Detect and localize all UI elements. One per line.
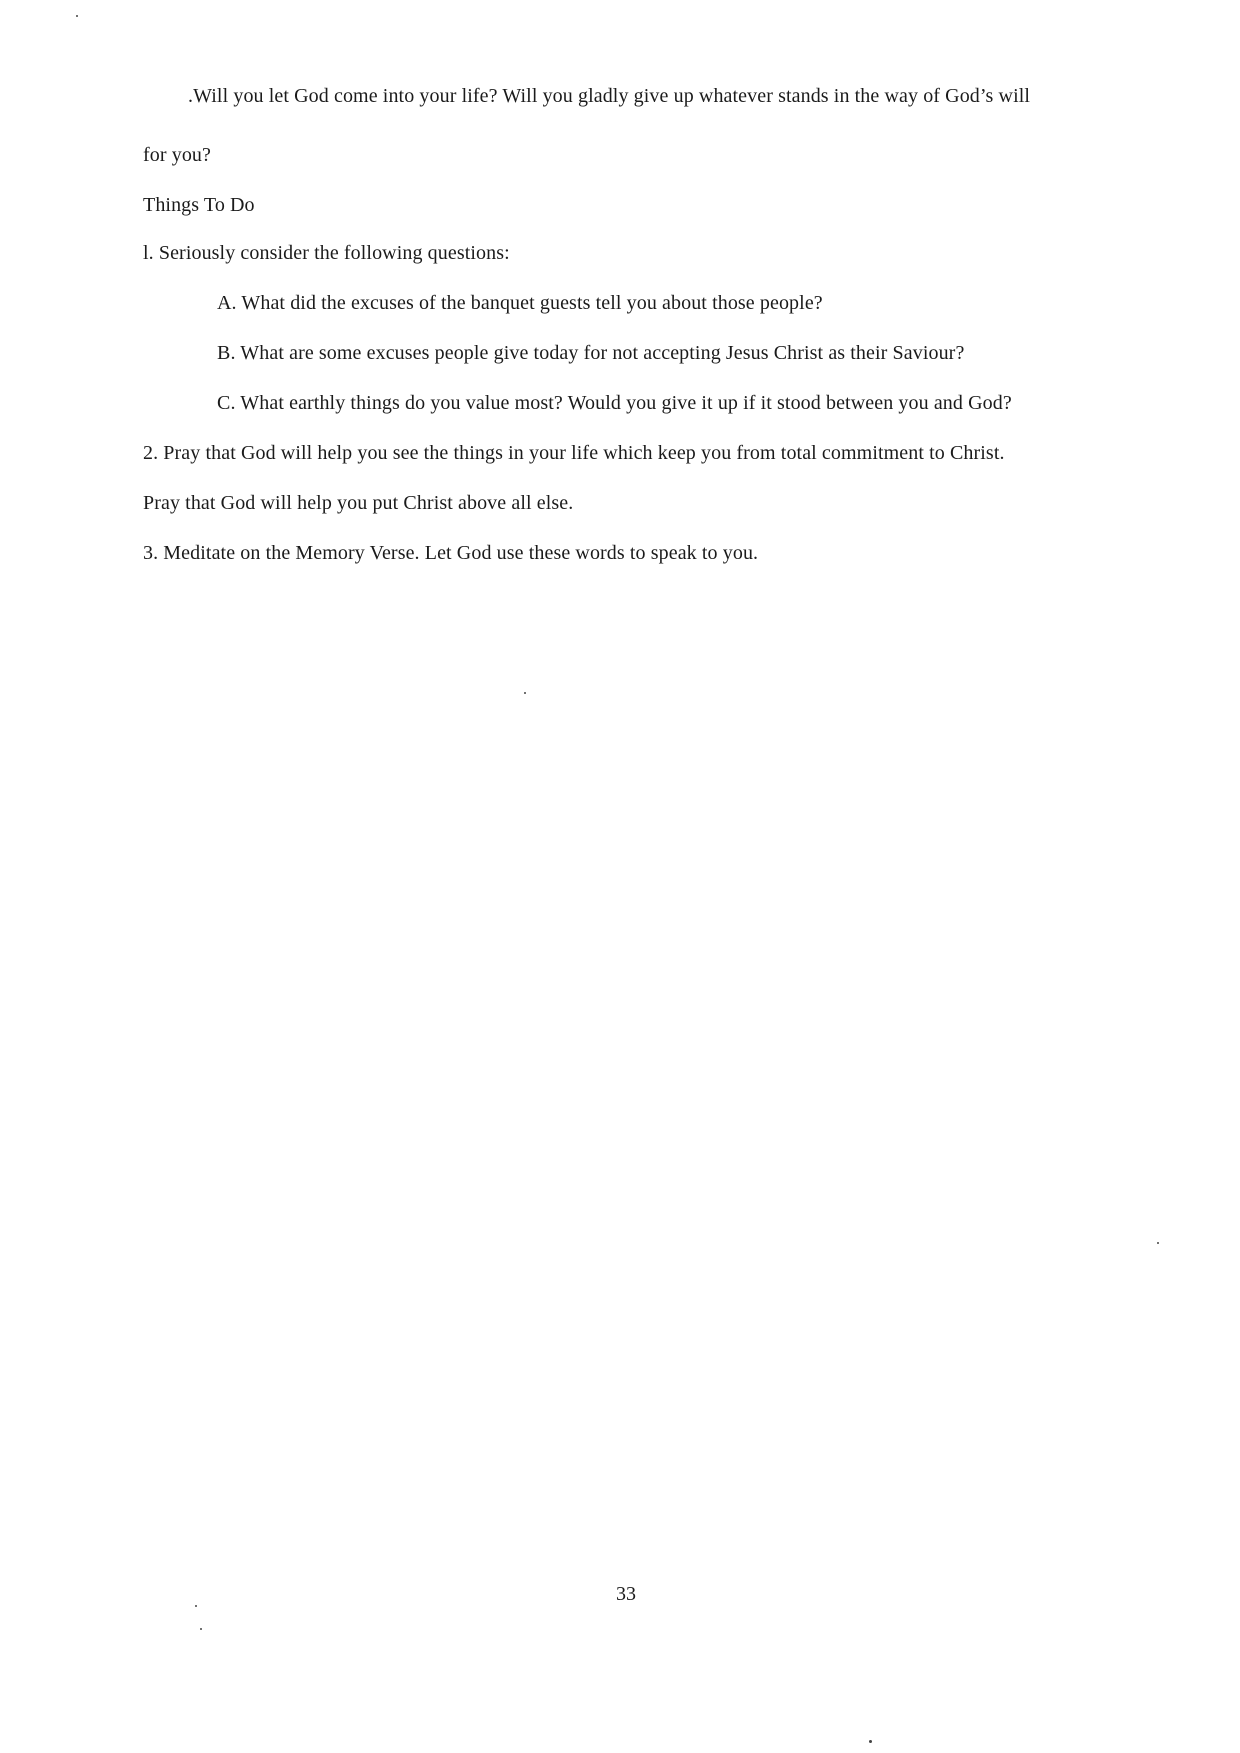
list-item-3: 3. Meditate on the Memory Verse. Let God use these words to speak to you. [143,542,759,564]
scan-speck [76,15,78,17]
scan-speck [524,692,526,694]
list-item-2-line-2: Pray that God will help you put Christ above all else. [143,492,574,514]
section-heading: Things To Do [143,194,255,216]
sub-item-b: B. What are some excuses people give today for not accepting Jesus Christ as their Saviour? [217,342,965,364]
scan-speck [869,1740,872,1743]
sub-item-c: C. What earthly things do you value most? Would you give it up if it stood between you and God? [217,392,1012,414]
intro-paragraph-line-2: for you? [143,144,211,166]
scan-speck [200,1628,202,1630]
sub-item-a: A. What did the excuses of the banquet guests tell you about those people? [217,292,823,314]
list-item-2-line-1: 2. Pray that God will help you see the things in your life which keep you from total commitment to Christ. [143,442,1005,464]
scan-speck [1157,1242,1159,1244]
page-number: 33 [616,1583,636,1605]
list-item-1: l. Seriously consider the following questions: [143,242,510,264]
intro-paragraph-line-1: .Will you let God come into your life? Will you gladly give up whatever stands in the way of God’s will [188,85,1031,107]
scan-speck [195,1605,197,1607]
